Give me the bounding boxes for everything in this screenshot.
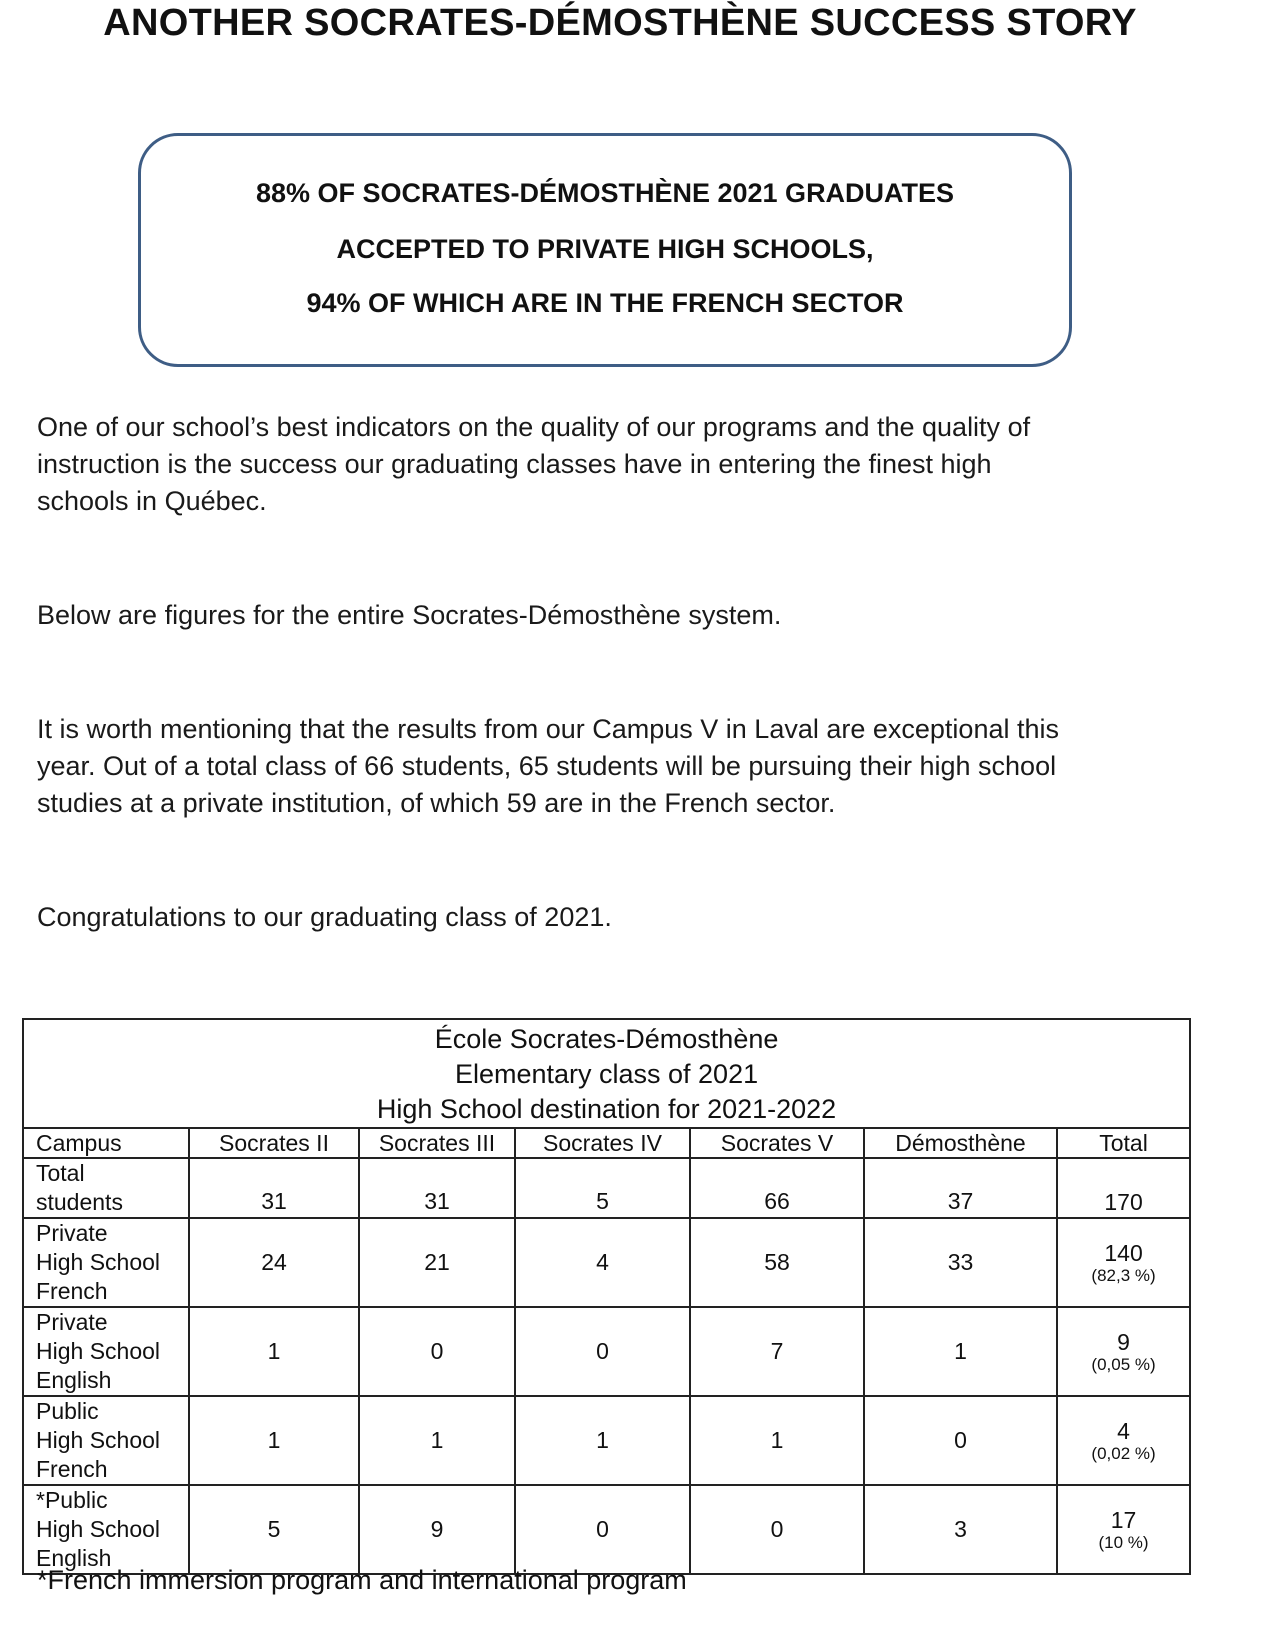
total-value: 170 bbox=[1104, 1189, 1143, 1215]
row-label-line: English bbox=[36, 1545, 112, 1571]
total-value: 140 bbox=[1104, 1239, 1143, 1266]
campus-v-paragraph bbox=[37, 711, 1197, 822]
total-percentage: (82,3 %) bbox=[1091, 1265, 1156, 1285]
table-cell: 0 bbox=[515, 1485, 690, 1574]
table-cell: 1 bbox=[690, 1396, 864, 1485]
table-cell: 24 bbox=[189, 1218, 359, 1307]
table-cell: 4 bbox=[515, 1218, 690, 1307]
table-footnote: *French immersion program and international program bbox=[37, 1565, 687, 1595]
row-label-line: French bbox=[36, 1278, 108, 1304]
table-row bbox=[23, 1396, 1190, 1485]
destination-table bbox=[22, 1018, 1191, 1575]
table-cell: 33 bbox=[864, 1218, 1057, 1307]
table-header-row bbox=[23, 1128, 1190, 1158]
table-cell: 5 bbox=[515, 1158, 690, 1218]
congratulations-paragraph bbox=[37, 899, 1197, 936]
row-label bbox=[23, 1485, 189, 1574]
row-label-line: students bbox=[36, 1189, 123, 1215]
figures-paragraph bbox=[37, 597, 1197, 634]
paragraph-line: It is worth mentioning that the results from our Campus V in Laval are exceptional this bbox=[37, 714, 1059, 744]
table-row bbox=[23, 1218, 1190, 1307]
highlight-callout-box bbox=[138, 133, 1072, 367]
column-header: Socrates IV bbox=[515, 1128, 690, 1158]
paragraph-line: One of our school’s best indicators on the quality of our programs and the quality of bbox=[37, 412, 1031, 442]
page-title: ANOTHER SOCRATES-DÉMOSTHÈNE SUCCESS STORY bbox=[103, 2, 1137, 44]
total-cell bbox=[1057, 1396, 1190, 1485]
paragraph-line: studies at a private institution, of which 59 are in the French sector. bbox=[37, 788, 836, 818]
row-label-line: Private bbox=[36, 1220, 108, 1246]
paragraph-line: instruction is the success our graduating classes have in entering the finest high bbox=[37, 449, 992, 479]
table-cell: 0 bbox=[864, 1396, 1057, 1485]
table-cell: 66 bbox=[690, 1158, 864, 1218]
caption-school: École Socrates-Démosthène bbox=[434, 1024, 779, 1054]
table-cell: 3 bbox=[864, 1485, 1057, 1574]
total-value: 4 bbox=[1117, 1417, 1130, 1444]
row-label bbox=[23, 1307, 189, 1396]
total-percentage: (10 %) bbox=[1098, 1532, 1149, 1552]
table-row bbox=[23, 1307, 1190, 1396]
row-label-line: High School bbox=[36, 1516, 161, 1542]
caption-class: Elementary class of 2021 bbox=[454, 1059, 759, 1089]
table-cell: 31 bbox=[189, 1158, 359, 1218]
total-value: 17 bbox=[1110, 1506, 1137, 1533]
column-header: Socrates V bbox=[690, 1128, 864, 1158]
callout-line-3: 94% OF WHICH ARE IN THE FRENCH SECTOR bbox=[306, 288, 904, 318]
row-label-line: *Public bbox=[36, 1487, 108, 1513]
table-cell: 1 bbox=[864, 1307, 1057, 1396]
table-row bbox=[23, 1158, 1190, 1218]
table-cell: 58 bbox=[690, 1218, 864, 1307]
row-label-line: Public bbox=[36, 1398, 99, 1424]
row-label-line: Private bbox=[36, 1309, 108, 1335]
total-cell bbox=[1057, 1307, 1190, 1396]
callout-line-2: ACCEPTED TO PRIVATE HIGH SCHOOLS, bbox=[336, 234, 874, 264]
column-header: Total bbox=[1057, 1128, 1190, 1158]
row-label-line: High School bbox=[36, 1249, 161, 1275]
caption-destination: High School destination for 2021-2022 bbox=[376, 1094, 837, 1124]
table-cell: 21 bbox=[359, 1218, 515, 1307]
row-label bbox=[23, 1218, 189, 1307]
paragraph-line: schools in Québec. bbox=[37, 486, 267, 516]
row-label-line: English bbox=[36, 1367, 112, 1393]
table-cell: 9 bbox=[359, 1485, 515, 1574]
table-cell: 1 bbox=[515, 1396, 690, 1485]
row-label bbox=[23, 1158, 189, 1218]
paragraph-line: year. Out of a total class of 66 students, 65 students will be pursuing their high school bbox=[37, 751, 1057, 781]
row-label bbox=[23, 1396, 189, 1485]
table-cell: 1 bbox=[359, 1396, 515, 1485]
table-cell: 5 bbox=[189, 1485, 359, 1574]
table-cell: 0 bbox=[690, 1485, 864, 1574]
total-cell bbox=[1057, 1485, 1190, 1574]
intro-paragraph bbox=[37, 409, 1197, 520]
table-cell: 7 bbox=[690, 1307, 864, 1396]
total-percentage: (0,02 %) bbox=[1091, 1443, 1156, 1463]
row-label-line: Total bbox=[36, 1160, 85, 1186]
table-cell: 1 bbox=[189, 1396, 359, 1485]
table-cell: 37 bbox=[864, 1158, 1057, 1218]
total-value: 9 bbox=[1117, 1328, 1130, 1355]
column-header: Socrates III bbox=[359, 1128, 515, 1158]
paragraph-line: Below are figures for the entire Socrates-Démosthène system. bbox=[37, 600, 782, 630]
total-cell bbox=[1057, 1218, 1190, 1307]
column-header: Campus bbox=[23, 1128, 189, 1158]
callout-line-1: 88% OF SOCRATES-DÉMOSTHÈNE 2021 GRADUATES bbox=[255, 178, 955, 208]
paragraph-line: Congratulations to our graduating class of 2021. bbox=[37, 902, 612, 932]
column-header: Démosthène bbox=[864, 1128, 1057, 1158]
total-percentage: (0,05 %) bbox=[1091, 1354, 1156, 1374]
row-label-line: High School bbox=[36, 1338, 161, 1364]
table-caption bbox=[23, 1019, 1190, 1128]
table-cell: 0 bbox=[515, 1307, 690, 1396]
table-cell: 0 bbox=[359, 1307, 515, 1396]
table-row bbox=[23, 1485, 1190, 1574]
table-cell: 31 bbox=[359, 1158, 515, 1218]
row-label-line: High School bbox=[36, 1427, 161, 1453]
table-cell: 1 bbox=[189, 1307, 359, 1396]
column-header: Socrates II bbox=[189, 1128, 359, 1158]
total-cell bbox=[1057, 1158, 1190, 1218]
row-label-line: French bbox=[36, 1456, 108, 1482]
